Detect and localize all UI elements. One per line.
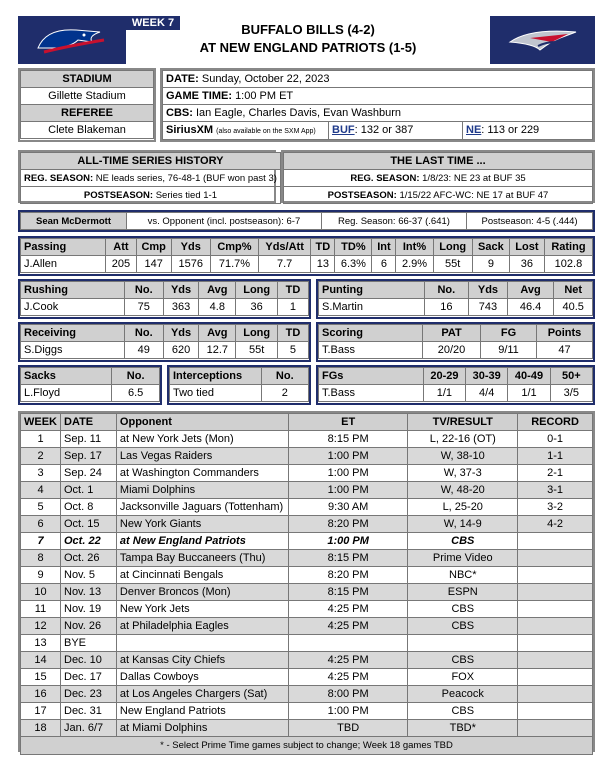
receiving-header-5: TD <box>277 325 308 342</box>
series-reg-label: REG. SEASON: <box>24 172 94 184</box>
fgs-cell-0: T.Bass <box>319 385 424 402</box>
schedule-cell: 3 <box>21 465 61 482</box>
receiving-cell-1: 49 <box>124 342 163 359</box>
schedule-cell: at Cincinnati Bengals <box>116 567 288 584</box>
week-badge: WEEK 7 <box>126 16 180 30</box>
schedule-cell: New York Giants <box>116 516 288 533</box>
schedule-cell <box>518 635 593 652</box>
schedule-cell: 7 <box>21 533 61 550</box>
schedule-cell: Nov. 5 <box>61 567 117 584</box>
coach-box <box>18 210 595 232</box>
schedule-row <box>21 652 593 669</box>
schedule-cell: 4-2 <box>518 516 593 533</box>
schedule-cell: at Washington Commanders <box>116 465 288 482</box>
schedule-row <box>21 533 593 550</box>
punting-table <box>318 281 593 316</box>
passing-header-11: Sack <box>472 239 509 256</box>
stadium-value: Gillette Stadium <box>21 88 154 105</box>
schedule-cell: 2-1 <box>518 465 593 482</box>
schedule-cell: Jan. 6/7 <box>61 720 117 737</box>
rushing-header-4: Long <box>236 282 277 299</box>
scoring-cell-2: 9/11 <box>481 342 537 359</box>
fgs-header-2: 30-39 <box>466 368 508 385</box>
schedule-row <box>21 465 593 482</box>
sacks-box <box>18 365 162 405</box>
schedule-cell: FOX <box>408 669 518 686</box>
schedule-cell: 8 <box>21 550 61 567</box>
scoring-cell-1: 20/20 <box>423 342 481 359</box>
ints-cell-1: 2 <box>261 385 308 402</box>
receiving-header-1: No. <box>124 325 163 342</box>
schedule-cell: W, 48-20 <box>408 482 518 499</box>
receiving-cell-0: S.Diggs <box>21 342 125 359</box>
ne-link[interactable]: NE <box>466 124 482 136</box>
schedule-cell: 0-1 <box>518 431 593 448</box>
schedule-cell: 1:00 PM <box>288 448 407 465</box>
passing-header-5: Yds/Att <box>258 239 310 256</box>
fgs-header-4: 50+ <box>550 368 592 385</box>
game-info-box <box>160 68 595 142</box>
passing-header-13: Rating <box>544 239 592 256</box>
passing-header-7: TD% <box>335 239 372 256</box>
schedule-cell: Miami Dolphins <box>116 482 288 499</box>
scoring-cell-3: 47 <box>537 342 593 359</box>
scoring-cell-0: T.Bass <box>319 342 423 359</box>
cbs-value: Ian Eagle, Charles Davis, Evan Washburn <box>195 107 401 119</box>
last-time-box <box>281 150 595 203</box>
schedule-cell: 14 <box>21 652 61 669</box>
schedule-cell: 1:00 PM <box>288 482 407 499</box>
referee-label: REFEREE <box>21 105 154 122</box>
schedule-cell: Oct. 1 <box>61 482 117 499</box>
title-line-2: AT NEW ENGLAND PATRIOTS (1-5) <box>199 40 417 55</box>
schedule-cell: W, 14-9 <box>408 516 518 533</box>
schedule-cell <box>518 720 593 737</box>
scoring-header-0: Scoring <box>319 325 423 342</box>
rushing-cell-4: 36 <box>236 299 277 316</box>
rushing-cell-5: 1 <box>277 299 308 316</box>
receiving-cell-2: 620 <box>163 342 198 359</box>
schedule-table <box>20 413 593 755</box>
series-reg-value: NE leads series, 76-48-1 (BUF won past 3) <box>95 172 277 184</box>
schedule-cell: Oct. 8 <box>61 499 117 516</box>
rushing-box <box>18 279 311 319</box>
schedule-cell: W, 37-3 <box>408 465 518 482</box>
passing-header-6: TD <box>311 239 335 256</box>
schedule-cell <box>116 635 288 652</box>
passing-cell-2: 147 <box>136 256 171 273</box>
cbs-label: CBS: <box>166 107 193 119</box>
ints-cell-0: Two tied <box>170 385 262 402</box>
schedule-cell: 5 <box>21 499 61 516</box>
coach-name: Sean McDermott <box>21 213 127 230</box>
schedule-cell: W, 38-10 <box>408 448 518 465</box>
schedule-cell: Denver Broncos (Mon) <box>116 584 288 601</box>
schedule-cell: at New England Patriots <box>116 533 288 550</box>
receiving-cell-5: 5 <box>277 342 308 359</box>
siriusxm-note: (also available on the SXM App) <box>216 128 316 135</box>
passing-header-0: Passing <box>21 239 106 256</box>
time-value: 1:00 PM ET <box>235 90 294 102</box>
rushing-cell-3: 4.8 <box>199 299 236 316</box>
schedule-cell: Nov. 26 <box>61 618 117 635</box>
ne-channels: : 113 or 229 <box>481 124 540 136</box>
series-history-box <box>18 150 276 203</box>
scoring-header-1: PAT <box>423 325 481 342</box>
coach-post: Postseason: 4-5 (.444) <box>467 213 593 230</box>
passing-header-8: Int <box>372 239 396 256</box>
schedule-row <box>21 499 593 516</box>
schedule-cell: 16 <box>21 686 61 703</box>
rushing-cell-0: J.Cook <box>21 299 125 316</box>
time-label: GAME TIME: <box>166 90 232 102</box>
schedule-cell: 8:00 PM <box>288 686 407 703</box>
schedule-cell: 9 <box>21 567 61 584</box>
schedule-cell: CBS <box>408 601 518 618</box>
schedule-cell: at Kansas City Chiefs <box>116 652 288 669</box>
schedule-cell: 8:20 PM <box>288 516 407 533</box>
schedule-cell: Prime Video <box>408 550 518 567</box>
fgs-cell-3: 1/1 <box>508 385 550 402</box>
schedule-row <box>21 516 593 533</box>
schedule-row <box>21 567 593 584</box>
passing-cell-8: 6 <box>372 256 396 273</box>
schedule-cell: 1:00 PM <box>288 533 407 550</box>
schedule-row <box>21 635 593 652</box>
schedule-cell <box>408 635 518 652</box>
schedule-cell: 9:30 AM <box>288 499 407 516</box>
schedule-cell: 4:25 PM <box>288 669 407 686</box>
siriusxm-label: SiriusXM <box>166 124 214 136</box>
schedule-cell: 4 <box>21 482 61 499</box>
passing-header-3: Yds <box>171 239 210 256</box>
rushing-header-1: No. <box>124 282 163 299</box>
passing-cell-3: 1576 <box>171 256 210 273</box>
schedule-cell: 4:25 PM <box>288 601 407 618</box>
receiving-cell-4: 55t <box>236 342 277 359</box>
ints-header-1: No. <box>261 368 308 385</box>
scoring-header-3: Points <box>537 325 593 342</box>
last-post-label: POSTSEASON: <box>327 189 397 201</box>
date-label: DATE: <box>166 73 199 85</box>
schedule-header-1: DATE <box>61 414 117 431</box>
receiving-table <box>20 324 309 359</box>
passing-cell-12: 36 <box>509 256 544 273</box>
referee-value: Clete Blakeman <box>21 122 154 139</box>
schedule-footnote: * - Select Prime Time games subject to change; Week 18 games TBD <box>21 737 593 755</box>
schedule-cell: L, 25-20 <box>408 499 518 516</box>
rushing-header-3: Avg <box>199 282 236 299</box>
series-post-label: POSTSEASON: <box>83 189 154 201</box>
schedule-cell: Peacock <box>408 686 518 703</box>
schedule-row <box>21 703 593 720</box>
schedule-row <box>21 618 593 635</box>
rushing-cell-2: 363 <box>163 299 198 316</box>
schedule-cell: Dallas Cowboys <box>116 669 288 686</box>
schedule-header-5: RECORD <box>518 414 593 431</box>
schedule-cell: ESPN <box>408 584 518 601</box>
scoring-box <box>316 322 595 362</box>
bills-logo-box <box>18 16 126 64</box>
schedule-cell: Nov. 19 <box>61 601 117 618</box>
schedule-cell <box>518 669 593 686</box>
schedule-cell: CBS <box>408 652 518 669</box>
schedule-cell: 10 <box>21 584 61 601</box>
sacks-cell-0: L.Floyd <box>21 385 112 402</box>
schedule-cell: BYE <box>61 635 117 652</box>
punting-cell-3: 46.4 <box>507 299 554 316</box>
punting-header-0: Punting <box>319 282 425 299</box>
scoring-table <box>318 324 593 359</box>
schedule-cell: CBS <box>408 533 518 550</box>
fgs-header-3: 40-49 <box>508 368 550 385</box>
schedule-cell: Oct. 26 <box>61 550 117 567</box>
passing-cell-10: 55t <box>433 256 472 273</box>
schedule-cell: 8:20 PM <box>288 567 407 584</box>
schedule-cell: NBC* <box>408 567 518 584</box>
schedule-cell: 13 <box>21 635 61 652</box>
receiving-box <box>18 322 311 362</box>
schedule-cell <box>518 686 593 703</box>
fgs-header-0: FGs <box>319 368 424 385</box>
series-post-value: Series tied 1-1 <box>155 189 217 201</box>
schedule-cell: TBD* <box>408 720 518 737</box>
schedule-cell: 11 <box>21 601 61 618</box>
series-title: ALL-TIME SERIES HISTORY <box>21 153 281 170</box>
scoring-header-2: FG <box>481 325 537 342</box>
passing-cell-6: 13 <box>311 256 335 273</box>
rushing-table <box>20 281 309 316</box>
rushing-header-2: Yds <box>163 282 198 299</box>
passing-table <box>20 238 593 273</box>
sacks-header-0: Sacks <box>21 368 112 385</box>
last-title: THE LAST TIME ... <box>284 153 593 170</box>
interceptions-box <box>167 365 311 405</box>
schedule-cell: 8:15 PM <box>288 431 407 448</box>
buf-link[interactable]: BUF <box>332 124 355 136</box>
schedule-cell: Nov. 13 <box>61 584 117 601</box>
venue-box <box>18 68 156 142</box>
schedule-cell: 4:25 PM <box>288 652 407 669</box>
last-post-value: 1/15/22 AFC-WC: NE 17 at BUF 47 <box>399 189 549 201</box>
schedule-row <box>21 669 593 686</box>
schedule-cell <box>518 584 593 601</box>
schedule-cell: 8:15 PM <box>288 550 407 567</box>
schedule-header-2: Opponent <box>116 414 288 431</box>
schedule-cell: 4:25 PM <box>288 618 407 635</box>
rushing-header-5: TD <box>277 282 308 299</box>
buf-channels: : 132 or 387 <box>354 124 414 136</box>
schedule-cell: L, 22-16 (OT) <box>408 431 518 448</box>
schedule-header-4: TV/RESULT <box>408 414 518 431</box>
patriots-logo-box <box>490 16 595 64</box>
passing-cell-9: 2.9% <box>396 256 433 273</box>
schedule-box <box>18 411 595 752</box>
schedule-row <box>21 686 593 703</box>
schedule-cell: at Philadelphia Eagles <box>116 618 288 635</box>
fgs-table <box>318 367 593 402</box>
passing-box <box>18 236 595 276</box>
passing-cell-11: 9 <box>472 256 509 273</box>
schedule-row <box>21 482 593 499</box>
last-reg-value: 1/8/23: NE 23 at BUF 35 <box>422 172 526 184</box>
schedule-cell: Las Vegas Raiders <box>116 448 288 465</box>
schedule-cell: Dec. 17 <box>61 669 117 686</box>
interceptions-table <box>169 367 309 402</box>
sacks-cell-1: 6.5 <box>112 385 160 402</box>
schedule-cell: 2 <box>21 448 61 465</box>
schedule-cell: 3-2 <box>518 499 593 516</box>
title-area <box>126 16 490 64</box>
punting-header-1: No. <box>424 282 469 299</box>
schedule-cell: Dec. 31 <box>61 703 117 720</box>
schedule-cell <box>518 618 593 635</box>
schedule-cell: CBS <box>408 618 518 635</box>
punting-cell-0: S.Martin <box>319 299 425 316</box>
schedule-cell <box>518 533 593 550</box>
passing-header-9: Int% <box>396 239 433 256</box>
passing-cell-13: 102.8 <box>544 256 592 273</box>
schedule-header-3: ET <box>288 414 407 431</box>
passing-header-12: Lost <box>509 239 544 256</box>
passing-cell-4: 71.7% <box>210 256 258 273</box>
schedule-cell: at New York Jets (Mon) <box>116 431 288 448</box>
fgs-cell-2: 4/4 <box>466 385 508 402</box>
schedule-cell: 1:00 PM <box>288 465 407 482</box>
rushing-cell-1: 75 <box>124 299 163 316</box>
schedule-cell: CBS <box>408 703 518 720</box>
schedule-cell <box>518 652 593 669</box>
punting-header-3: Avg <box>507 282 554 299</box>
schedule-cell: Oct. 22 <box>61 533 117 550</box>
passing-header-1: Att <box>106 239 137 256</box>
schedule-cell <box>518 550 593 567</box>
passing-header-4: Cmp% <box>210 239 258 256</box>
fgs-cell-1: 1/1 <box>423 385 465 402</box>
receiving-header-0: Receiving <box>21 325 125 342</box>
schedule-cell: at Miami Dolphins <box>116 720 288 737</box>
schedule-cell: Sep. 11 <box>61 431 117 448</box>
schedule-cell: TBD <box>288 720 407 737</box>
schedule-row <box>21 601 593 618</box>
schedule-row <box>21 550 593 567</box>
schedule-cell: Jacksonville Jaguars (Tottenham) <box>116 499 288 516</box>
punting-cell-1: 16 <box>424 299 469 316</box>
punting-cell-2: 743 <box>469 299 508 316</box>
schedule-cell: Dec. 10 <box>61 652 117 669</box>
ints-header-0: Interceptions <box>170 368 262 385</box>
bills-logo <box>18 16 126 64</box>
schedule-cell: 1:00 PM <box>288 703 407 720</box>
receiving-header-3: Avg <box>199 325 236 342</box>
schedule-cell: Sep. 24 <box>61 465 117 482</box>
schedule-cell: 15 <box>21 669 61 686</box>
stadium-label: STADIUM <box>21 71 154 88</box>
schedule-cell <box>518 567 593 584</box>
schedule-cell: 3-1 <box>518 482 593 499</box>
date-value: Sunday, October 22, 2023 <box>201 73 330 85</box>
schedule-cell: 17 <box>21 703 61 720</box>
punting-header-2: Yds <box>469 282 508 299</box>
schedule-cell: 12 <box>21 618 61 635</box>
passing-header-2: Cmp <box>136 239 171 256</box>
schedule-cell: 8:15 PM <box>288 584 407 601</box>
fgs-box <box>316 365 595 405</box>
receiving-header-4: Long <box>236 325 277 342</box>
last-reg-label: REG. SEASON: <box>350 172 420 184</box>
schedule-cell: Tampa Bay Buccaneers (Thu) <box>116 550 288 567</box>
sacks-header-1: No. <box>112 368 160 385</box>
passing-cell-5: 7.7 <box>258 256 310 273</box>
schedule-cell: 1 <box>21 431 61 448</box>
fgs-header-1: 20-29 <box>423 368 465 385</box>
passing-header-10: Long <box>433 239 472 256</box>
patriots-logo <box>490 16 595 64</box>
schedule-cell: New York Jets <box>116 601 288 618</box>
schedule-row <box>21 431 593 448</box>
schedule-cell <box>518 601 593 618</box>
punting-header-4: Net <box>554 282 593 299</box>
punting-cell-4: 40.5 <box>554 299 593 316</box>
schedule-cell: 6 <box>21 516 61 533</box>
title-line-1: BUFFALO BILLS (4-2) <box>241 22 375 37</box>
header <box>18 16 595 64</box>
coach-reg: Reg. Season: 66-37 (.641) <box>321 213 466 230</box>
coach-opp: vs. Opponent (incl. postseason): 6-7 <box>127 213 322 230</box>
schedule-cell: at Los Angeles Chargers (Sat) <box>116 686 288 703</box>
schedule-row <box>21 584 593 601</box>
schedule-header-0: WEEK <box>21 414 61 431</box>
passing-cell-7: 6.3% <box>335 256 372 273</box>
passing-cell-1: 205 <box>106 256 137 273</box>
schedule-cell: Sep. 17 <box>61 448 117 465</box>
schedule-cell: Oct. 15 <box>61 516 117 533</box>
schedule-cell: Dec. 23 <box>61 686 117 703</box>
passing-cell-0: J.Allen <box>21 256 106 273</box>
rushing-header-0: Rushing <box>21 282 125 299</box>
punting-box <box>316 279 595 319</box>
schedule-cell <box>518 703 593 720</box>
schedule-cell: 18 <box>21 720 61 737</box>
fgs-cell-4: 3/5 <box>550 385 592 402</box>
schedule-cell <box>288 635 407 652</box>
schedule-row <box>21 448 593 465</box>
receiving-header-2: Yds <box>163 325 198 342</box>
schedule-cell: 1-1 <box>518 448 593 465</box>
schedule-cell: New England Patriots <box>116 703 288 720</box>
sacks-table <box>20 367 160 402</box>
schedule-row <box>21 720 593 737</box>
receiving-cell-3: 12.7 <box>199 342 236 359</box>
